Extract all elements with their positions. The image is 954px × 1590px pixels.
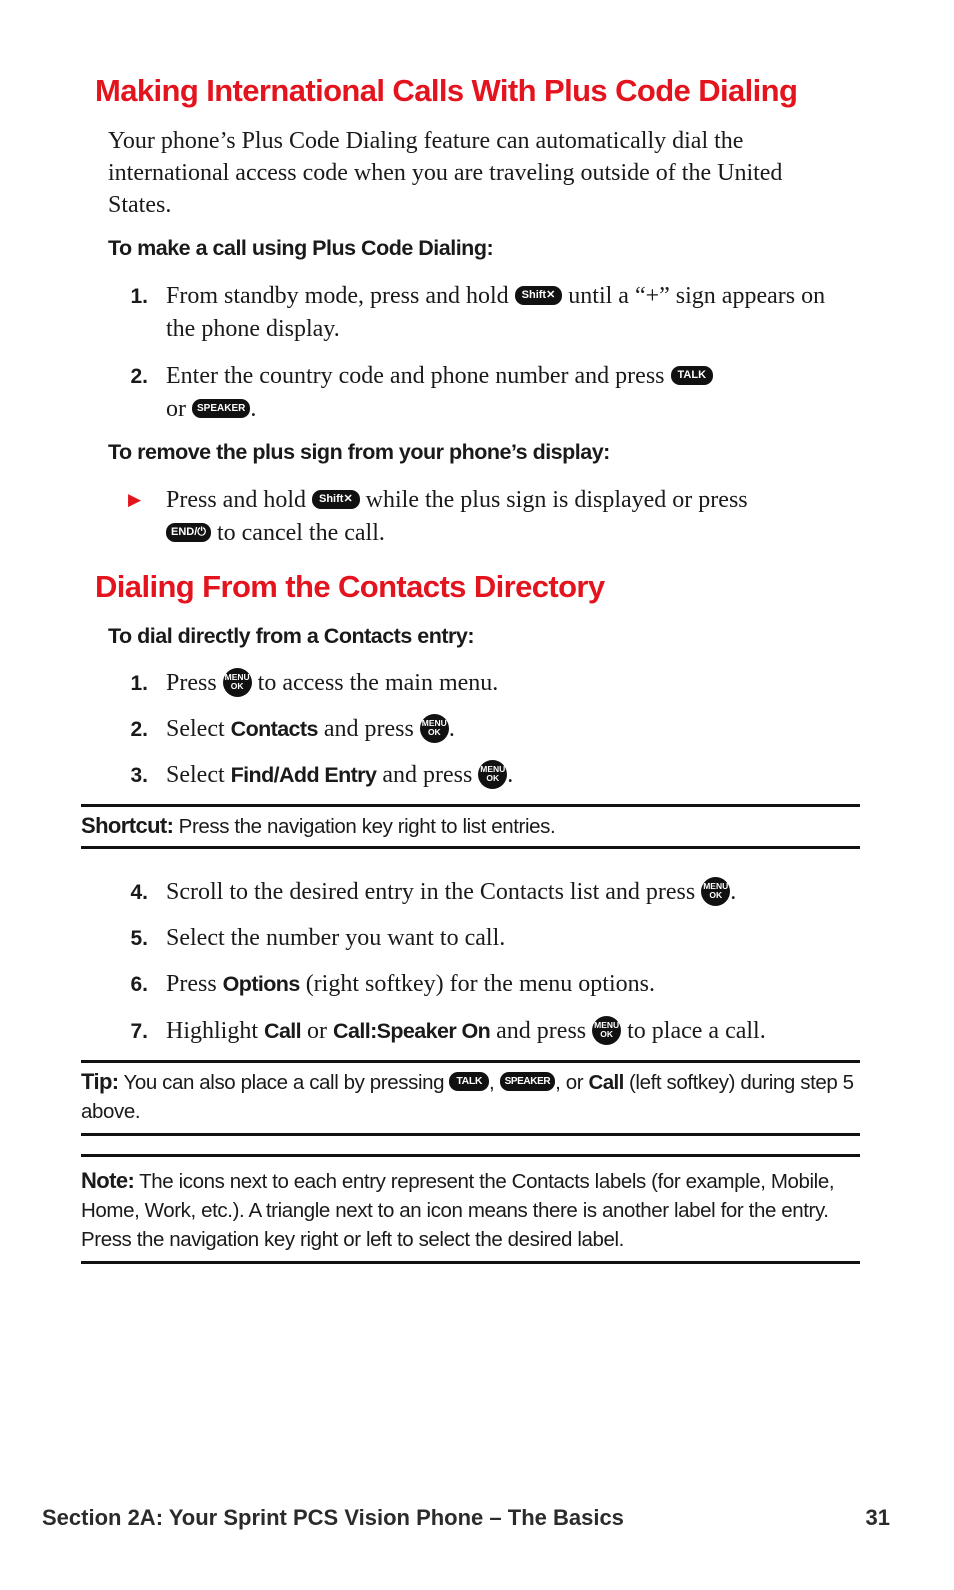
divider <box>81 1133 860 1136</box>
section-heading-contacts: Dialing From the Contacts Directory <box>95 569 605 604</box>
shortcut-text: Press the navigation key right to list entries. <box>178 815 556 838</box>
step-text: while the plus sign is displayed or press <box>365 487 748 513</box>
menu-ok-key-icon: MENU OK <box>592 1016 621 1045</box>
menu-term: Call <box>264 1019 302 1043</box>
step-text: Highlight <box>166 1018 259 1044</box>
step-text: Enter the country code and phone number and press <box>166 363 665 389</box>
divider <box>81 846 860 849</box>
step-number: 1. <box>130 285 148 308</box>
note-text: The icons next to each entry represent the Contacts labels (for example, Mobile, Home, Work, etc.). A triangle next to an icon means there is another label for the entry. Press the navigation key right or left to select the desired label. <box>81 1170 835 1251</box>
step-text: Select the number you want to call. <box>166 925 506 951</box>
menu-term: Contacts <box>230 717 318 741</box>
step-text: . <box>507 762 514 788</box>
shift-key-icon: Shift✕ <box>515 286 563 305</box>
shift-key-icon: Shift✕ <box>312 490 360 509</box>
shortcut-box <box>81 811 860 841</box>
divider <box>81 1060 860 1063</box>
subheading-remove-plus: To remove the plus sign from your phone’s display: <box>108 440 610 464</box>
step-number: 5. <box>130 927 148 950</box>
speaker-key-icon: SPEAKER <box>500 1072 556 1091</box>
tip-label: Tip: <box>81 1069 119 1094</box>
step-text: or <box>307 1018 328 1044</box>
step-text: . <box>730 879 737 905</box>
page-number: 31 <box>865 1505 890 1530</box>
step-number: 4. <box>130 881 148 904</box>
step-text: to cancel the call. <box>216 520 385 546</box>
step-number: 2. <box>130 365 148 388</box>
step-number: 2. <box>130 718 148 741</box>
step-text: (right softkey) for the menu options. <box>305 971 655 997</box>
step-number: 6. <box>130 973 148 996</box>
step-text: Press and hold <box>166 487 306 513</box>
step-text: Select <box>166 716 225 742</box>
step-text: Scroll to the desired entry in the Contacts list and press <box>166 879 696 905</box>
step-text: or <box>166 396 186 422</box>
divider <box>81 1261 860 1264</box>
talk-key-icon: TALK <box>449 1072 489 1091</box>
footer-section: Section 2A: Your Sprint PCS Vision Phone – The Basics <box>42 1505 624 1530</box>
shortcut-label: Shortcut: <box>81 813 174 838</box>
menu-ok-key-icon: MENU OK <box>420 714 449 743</box>
menu-term: Options <box>222 972 300 996</box>
step-number: 7. <box>130 1020 148 1043</box>
step-text: From standby mode, press and hold <box>166 283 509 309</box>
subheading-dial-contacts: To dial directly from a Contacts entry: <box>108 624 474 648</box>
step-text: until a “+” sign appears on the phone display. <box>166 283 826 342</box>
tip-term: Call <box>588 1071 624 1094</box>
step-text: Press <box>166 670 217 696</box>
subheading-make-call: To make a call using Plus Code Dialing: <box>108 236 494 260</box>
page-footer <box>42 1505 890 1531</box>
step-text: . <box>250 396 257 422</box>
divider <box>81 1154 860 1157</box>
step-text: Press <box>166 971 217 997</box>
step-text: to place a call. <box>627 1018 766 1044</box>
step-text: and press <box>323 716 414 742</box>
menu-ok-key-icon: MENU OK <box>223 668 252 697</box>
tip-box <box>81 1067 860 1126</box>
note-box <box>81 1166 860 1254</box>
menu-term: Call:Speaker On <box>333 1019 491 1043</box>
section-heading-plus-code: Making International Calls With Plus Code Dialing <box>95 73 798 108</box>
menu-ok-key-icon: MENU OK <box>478 760 507 789</box>
menu-term: Find/Add Entry <box>230 763 377 787</box>
talk-key-icon: TALK <box>671 366 714 385</box>
end-key-icon: END/⏻ <box>166 523 211 542</box>
speaker-key-icon: SPEAKER <box>192 399 250 418</box>
tip-text: , <box>489 1071 495 1094</box>
tip-text: , or <box>555 1071 584 1094</box>
step-text: Select <box>166 762 225 788</box>
step-number: 1. <box>130 672 148 695</box>
bullet-triangle-icon: ▶ <box>128 490 142 510</box>
menu-ok-key-icon: MENU OK <box>701 877 730 906</box>
step-text: to access the main menu. <box>257 670 499 696</box>
step-text: and press <box>382 762 473 788</box>
intro-paragraph: Your phone’s Plus Code Dialing feature can automatically dial the international access code when you are traveling outside of the United States. <box>108 128 783 218</box>
note-label: Note: <box>81 1168 135 1193</box>
divider <box>81 804 860 807</box>
step-number: 3. <box>130 764 148 787</box>
tip-text: You can also place a call by pressing <box>123 1071 445 1094</box>
step-text: and press <box>496 1018 587 1044</box>
tip-text: (left softkey) during step 5 above. <box>81 1071 854 1123</box>
step-text: . <box>448 716 455 742</box>
